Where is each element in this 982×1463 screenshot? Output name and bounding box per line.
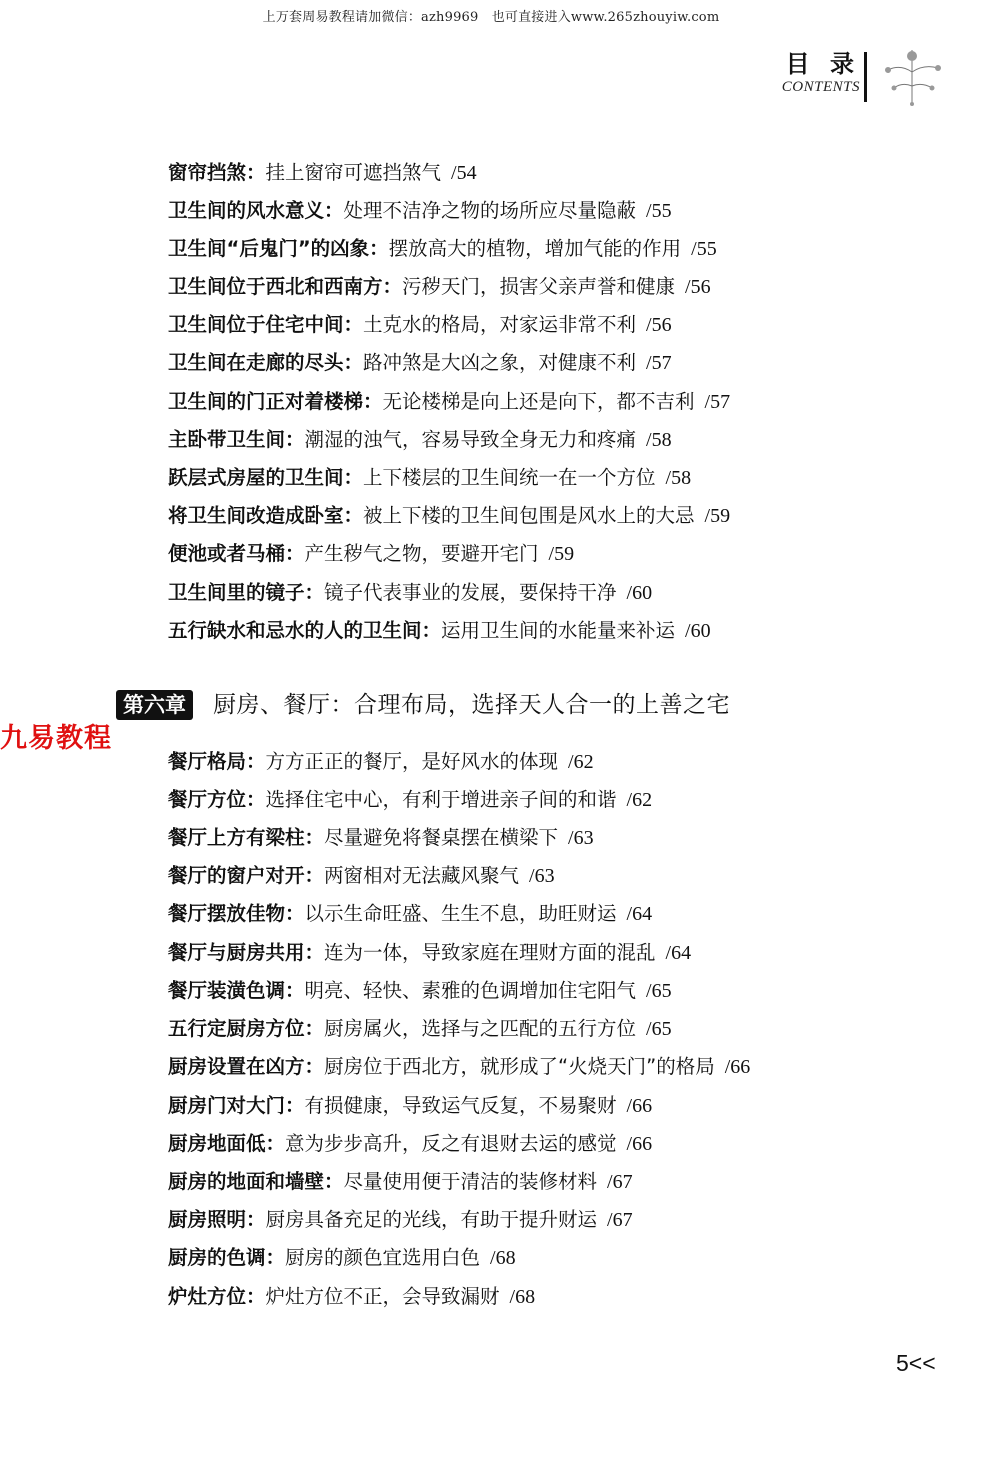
entry-page: /63: [529, 865, 555, 887]
header-title: 目 录: [785, 50, 860, 78]
toc-entry[interactable]: [168, 1015, 672, 1043]
entry-page: /66: [626, 1133, 653, 1155]
toc-entry[interactable]: [168, 464, 691, 492]
entry-page: /68: [490, 1247, 516, 1269]
entry-description: 两窗相对无法藏风聚气: [324, 864, 520, 887]
entry-colon: ：: [285, 542, 305, 565]
entry-colon: ：: [343, 313, 364, 336]
entry-description: 厨房属火，选择与之匹配的五行方位: [324, 1017, 637, 1040]
entry-heading: 厨房设置在凶方: [168, 1055, 305, 1078]
entry-colon: ：: [343, 504, 364, 527]
entry-description: 厨房位于西北方，就形成了“火烧天门”的格局: [324, 1055, 715, 1078]
page-number: 5<<: [896, 1350, 936, 1376]
contents-header: [782, 52, 860, 95]
entry-colon: ：: [285, 979, 305, 1002]
entry-description: 运用卫生间的水能量来补运: [441, 619, 676, 642]
entry-heading: 厨房地面低: [168, 1132, 266, 1155]
entry-description: 厨房具备充足的光线，有助于提升财运: [265, 1208, 598, 1231]
entry-description: 以示生命旺盛、生生不息，助旺财运: [304, 902, 617, 925]
entry-page: /67: [607, 1209, 633, 1231]
entry-page: /63: [568, 827, 594, 849]
entry-page: /66: [724, 1056, 751, 1078]
entry-description: 污秽天门，损害父亲声誉和健康: [402, 275, 676, 298]
entry-page: /65: [646, 980, 672, 1002]
header-subtitle: CONTENTS: [781, 79, 860, 95]
entry-page: /62: [626, 789, 653, 811]
chapter-badge: 第六章: [116, 690, 193, 720]
entry-colon: ：: [421, 619, 442, 642]
entry-heading: 卫生间的门正对着楼梯: [168, 390, 364, 413]
entry-page: /57: [646, 352, 672, 374]
entry-description: 土克水的格局，对家运非常不利: [363, 313, 637, 336]
entry-page: /60: [626, 582, 653, 604]
entry-description: 连为一体，导致家庭在理财方面的混乱: [324, 941, 656, 964]
entry-page: /62: [568, 751, 594, 773]
entry-description: 镜子代表事业的发展，要保持干净: [324, 581, 617, 604]
entry-heading: 卫生间在走廊的尽头: [168, 351, 344, 374]
toc-entry[interactable]: [168, 349, 672, 377]
entry-heading: 跃层式房屋的卫生间: [168, 466, 344, 489]
entry-heading: 窗帘挡煞: [168, 161, 247, 184]
entry-description: 上下楼层的卫生间统一在一个方位: [363, 466, 656, 489]
toc-entry[interactable]: [168, 1168, 633, 1196]
entry-heading: 餐厅摆放佳物: [168, 902, 286, 925]
entry-page: /54: [451, 162, 477, 184]
top-banner: 上万套周易教程请加微信：azh9969 也可直接进入www.265zhouyiw.com: [262, 10, 720, 25]
toc-entry[interactable]: [168, 1283, 535, 1311]
toc-entry[interactable]: [168, 786, 652, 814]
entry-colon: ：: [246, 788, 266, 811]
entry-page: /58: [646, 429, 672, 451]
entry-description: 无论楼梯是向上还是向下，都不吉利: [382, 390, 695, 413]
entry-heading: 餐厅方位: [168, 788, 247, 811]
entry-page: /58: [665, 467, 692, 489]
entry-heading: 餐厅的窗户对开: [168, 864, 305, 887]
entry-description: 潮湿的浊气，容易导致全身无力和疼痛: [304, 428, 637, 451]
toc-entry[interactable]: [168, 824, 594, 852]
entry-page: /64: [665, 942, 692, 964]
entry-description: 挂上窗帘可遮挡煞气: [265, 161, 442, 184]
entry-colon: ：: [246, 161, 266, 184]
toc-entry[interactable]: [168, 311, 672, 339]
entry-heading: 五行定厨房方位: [168, 1017, 305, 1040]
entry-page: /56: [646, 314, 672, 336]
entry-colon: ：: [285, 902, 305, 925]
flower-ornament-icon: [872, 42, 952, 112]
toc-entry[interactable]: [168, 748, 594, 776]
toc-entry[interactable]: [168, 617, 711, 645]
entry-colon: ：: [369, 237, 389, 260]
toc-entry[interactable]: [168, 900, 652, 928]
entry-colon: ：: [343, 466, 364, 489]
toc-entry[interactable]: [168, 1206, 633, 1234]
entry-page: /57: [704, 391, 731, 413]
toc-entry[interactable]: [168, 235, 717, 263]
entry-page: /67: [607, 1171, 633, 1193]
entry-page: /55: [646, 200, 672, 222]
entry-heading: 卫生间里的镜子: [168, 581, 305, 604]
entry-colon: ：: [304, 1055, 325, 1078]
toc-entry[interactable]: [168, 197, 672, 225]
entry-colon: ：: [285, 428, 305, 451]
entry-colon: ：: [246, 1285, 266, 1308]
entry-description: 摆放高大的植物，增加气能的作用: [388, 237, 682, 260]
entry-description: 炉灶方位不正，会导致漏财: [265, 1285, 500, 1308]
entry-description: 厨房的颜色宜选用白色: [285, 1246, 481, 1269]
entry-colon: ：: [304, 1017, 325, 1040]
entry-colon: ：: [304, 941, 325, 964]
entry-page: /60: [685, 620, 711, 642]
toc-entry[interactable]: [168, 540, 574, 568]
entry-heading: 厨房门对大门: [168, 1094, 286, 1117]
toc-entry[interactable]: [168, 502, 730, 530]
entry-colon: ：: [246, 1208, 266, 1231]
entry-description: 有损健康，导致运气反复，不易聚财: [304, 1094, 617, 1117]
entry-colon: ：: [324, 199, 344, 222]
entry-colon: ：: [304, 826, 325, 849]
entry-description: 尽量避免将餐桌摆在横梁下: [324, 826, 559, 849]
entry-heading: 餐厅格局: [168, 750, 247, 773]
entry-heading: 卫生间的风水意义: [168, 199, 325, 222]
entry-colon: ：: [304, 581, 325, 604]
entry-heading: 厨房的地面和墙壁: [168, 1170, 325, 1193]
entry-description: 明亮、轻快、素雅的色调增加住宅阳气: [304, 979, 637, 1002]
entry-description: 产生秽气之物，要避开宅门: [304, 542, 539, 565]
toc-entry[interactable]: [168, 388, 730, 416]
entry-heading: 便池或者马桶: [168, 542, 286, 565]
entry-page: /64: [626, 903, 653, 925]
entry-page: /66: [626, 1095, 653, 1117]
chapter-heading[interactable]: [116, 690, 730, 724]
entry-colon: ：: [363, 390, 383, 413]
entry-heading: 炉灶方位: [168, 1285, 247, 1308]
entry-heading: 卫生间位于住宅中间: [168, 313, 344, 336]
entry-heading: 卫生间位于西北和西南方: [168, 275, 383, 298]
entry-page: /59: [548, 543, 575, 565]
entry-heading: 厨房照明: [168, 1208, 247, 1231]
toc-entry[interactable]: [168, 862, 555, 890]
entry-page: /59: [704, 505, 731, 527]
entry-heading: 主卧带卫生间: [168, 428, 286, 451]
entry-heading: 卫生间“后鬼门”的凶象: [168, 237, 370, 260]
entry-heading: 餐厅上方有梁柱: [168, 826, 305, 849]
entry-description: 意为步步高升，反之有退财去运的感觉: [285, 1132, 617, 1155]
watermark-text: 九易教程: [0, 723, 112, 754]
toc-entry[interactable]: [168, 1130, 652, 1158]
entry-colon: ：: [246, 750, 266, 773]
entry-description: 选择住宅中心，有利于增进亲子间的和谐: [265, 788, 617, 811]
entry-colon: ：: [382, 275, 403, 298]
entry-heading: 厨房的色调: [168, 1246, 266, 1269]
toc-entry[interactable]: [168, 977, 672, 1005]
chapter-title: 厨房、餐厅：合理布局，选择天人合一的上善之宅: [213, 692, 730, 718]
entry-colon: ：: [265, 1246, 286, 1269]
entry-colon: ：: [265, 1132, 286, 1155]
entry-heading: 五行缺水和忌水的人的卫生间: [168, 619, 422, 642]
entry-description: 尽量使用便于清洁的装修材料: [343, 1170, 598, 1193]
entry-heading: 餐厅与厨房共用: [168, 941, 305, 964]
entry-heading: 餐厅装潢色调: [168, 979, 286, 1002]
entry-page: /68: [509, 1286, 536, 1308]
toc-entry[interactable]: [168, 426, 672, 454]
toc-entry[interactable]: [168, 159, 477, 187]
toc-entry[interactable]: [168, 939, 691, 967]
entry-colon: ：: [324, 1170, 344, 1193]
toc-entry[interactable]: [168, 1244, 516, 1272]
entry-page: /55: [691, 238, 717, 260]
entry-description: 处理不洁净之物的场所应尽量隐蔽: [343, 199, 637, 222]
entry-colon: ：: [304, 864, 325, 887]
entry-page: /56: [685, 276, 711, 298]
toc-entry[interactable]: [168, 273, 711, 301]
entry-heading: 将卫生间改造成卧室: [168, 504, 344, 527]
entry-colon: ：: [285, 1094, 305, 1117]
entry-description: 被上下楼的卫生间包围是风水上的大忌: [363, 504, 695, 527]
toc-entry[interactable]: [168, 1053, 750, 1081]
entry-description: 方方正正的餐厅，是好风水的体现: [265, 750, 559, 773]
toc-entry[interactable]: [168, 579, 652, 607]
entry-description: 路冲煞是大凶之象，对健康不利: [363, 351, 637, 374]
toc-entry[interactable]: [168, 1092, 652, 1120]
entry-page: /65: [646, 1018, 672, 1040]
entry-colon: ：: [343, 351, 364, 374]
header-divider: [864, 52, 867, 102]
